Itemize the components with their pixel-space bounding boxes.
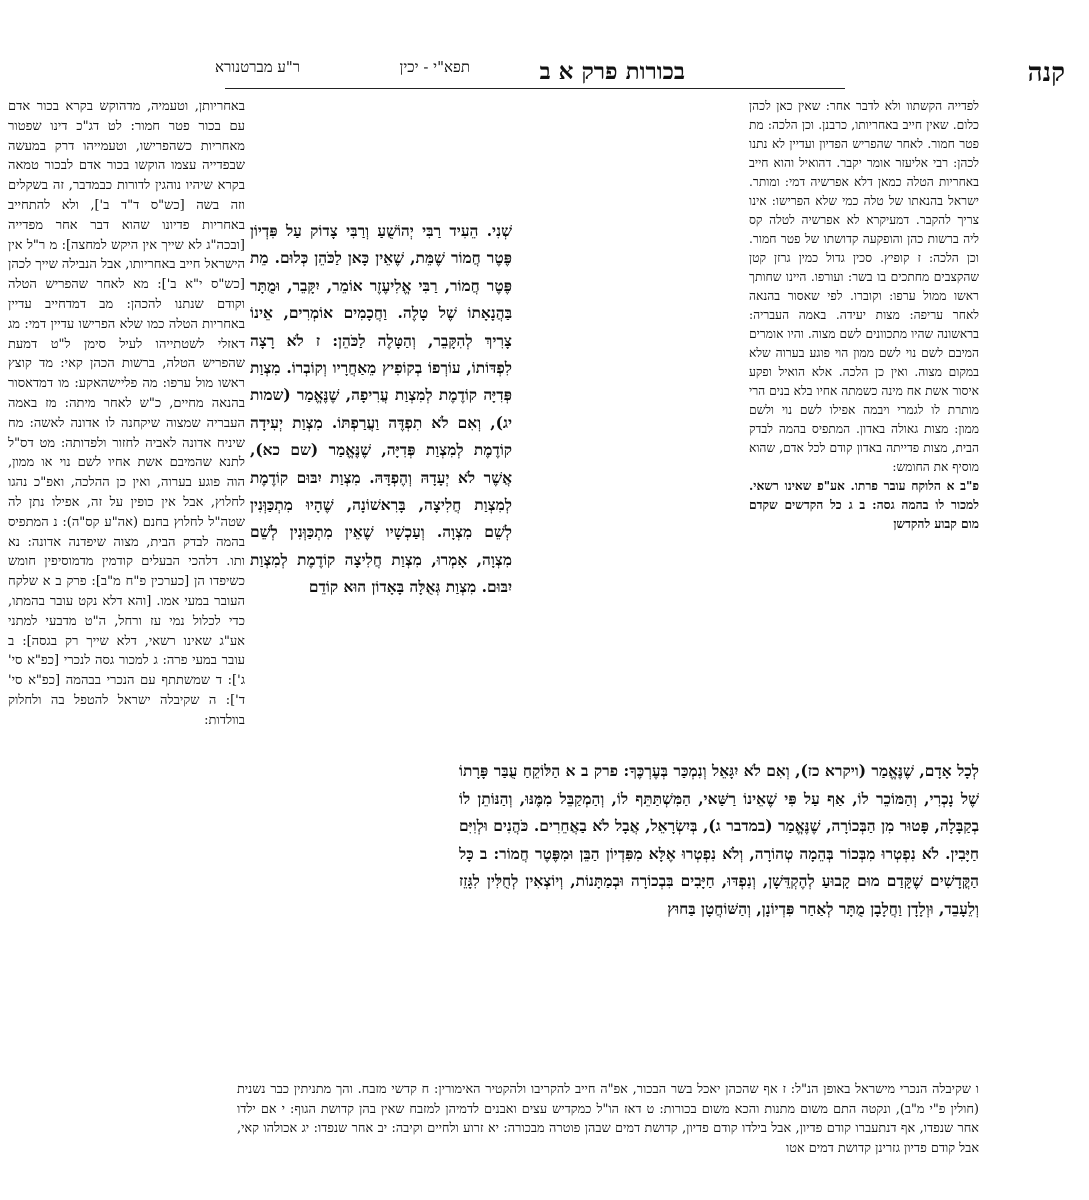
mishnah-main-text-column	[250, 218, 512, 748]
bartenura-header-label: ר"ע מברטנורא	[215, 58, 301, 76]
footnotes-text: ו שקיבלה הנכרי מישראל באופן הנ"ל: ז אף שהכהן יאכל בשר הבכור, אפ"ה חייב להקריבו ולהקטיר האימורין: ח קדשי מזבח. והך מתניתין כבר נשנית (חולין פ"י מ"ב), ונקטה התם משום מתנות והכא משום בכורות: ט דאז הו"ל כמקדיש עצים ואבנים לדמיהן למזבח שאין בהן קדושת הגוף: י אם ילדו אחר שנפדו, אף דנתעברו קודם פדיון, אבל בילדו קודם פדיון, קדושת דמים שבהן פוטרה מבכורה: יא זרוע ולחיים וקיבה: יב אחר שנפדו: יג אכולהו קאי, אבל קודם פדיון גזרינן קדושת דמים אטו	[237, 1082, 979, 1156]
bartenura-chapter-two-text: פ"ב א הלוקח עובר פרתו. אע"פ שאינו רשאי. למכור לו בהמה גסה: ב ג כל הקדשים שקדם מום קבוע להקדשן	[749, 479, 979, 531]
tiferet-commentary-text: באחריותן, וטעמיה, מדהוקש בקרא בכור אדם עם בכור פטר חמור: לט דג"כ דינו שפטור מאחריות כשהפרישו, וטעמייהו דרק במעשה שבפדייה עצמו הוקשו בכור אדם לבכור טמאה בקרא שיהיו נוהגין לדורות כבמדבר, זה בשקלים וזה בשה [כש"ס ד"ד ב'], ולא להתחייב באחריות פדיונו שהוא דבר אחר מפדייה [ובכה"ג לא שייך אין היקש למחצה]: מ ר"ל אין הישראל חייב באחריותו, אבל הנבילה שייך לכהן [כש"ס י"א ב']: מא לאחר שהפריש הטלה וקודם שנתנו להכהן: מב דמדחייב עדיין באחריות הטלה כמו שלא הפרישו עדיין דמי: מג דאזלי לשטתייהו לעיל סימן ל"ט דמעת שהפריש הטלה, ברשות הכהן קאי: מד קוצץ ראשו מול ערפו: מה פליישהאקע: מו דמדאסור בהנאה מחיים, כ"ש לאחר מיתה: מז באמה העבריה שמצוה שיקחנה לו אדונה לאשה: מח שיניח אדונה לאביה לחזור ולפדותה: מט דס"ל לתנא שהמיבם אשת אחיו לשם נוי או ממון, הוה פוגע בערוה, ואין כן ההלכה, ואפ"כ נהגו לחלוץ, אבל אין כופין על זה, אפילו נתן לה שטה"ל לחלוץ בחנם (אה"ע קס"ה): נ המתפיס בהמה לבדק הבית, מצוה שיפדנה אדונה: נא ותו. דלהכי הבעלים קודמין מדמוסיפין חומש כשיפדו הן [כערכין פ"ח מ"ב]: פרק ב א שלקח העובר במעי אמו. [והא דלא נקט עובר בהמתו, כדי לכלול נמי עז ורחל, ה"ט מדבעי למתני אע"ג שאינו רשאי, דלא שייך רק בגסה]: ב עובר במעי פרה: ג למכור גסה לנכרי [כפ"א סי' ג']: ד שמשתתף עם הנכרי בבהמה [כפ"א סי' ד']: ה שקיבלה ישראל להטפל בה ולחלוק בוולדות:	[8, 99, 245, 728]
mishnah-upper-text: שְׁנִי. הֵעִיד רַבִּי יְהוֹשֻׁעַ וְרַבִּי צָדוֹק עַל פִּדְיוֹן פֶּטֶר חֲמוֹר שֶׁמֵּת, שֶׁאֵין כָּאן לַכֹּהֵן כְּלוּם. מֵת פֶּטֶר חֲמוֹר, רַבִּי אֱלִיעֶזֶר אוֹמֵר, יִקָּבֵר, וּמֻתָּר בַּהֲנָאָתוֹ שֶׁל טָלֶה. וַחֲכָמִים אוֹמְרִים, אֵינוֹ צָרִיךְ לְהִקָּבֵר, וְהַטָּלֶה לַכֹּהֵן: ז לֹא רָצָה לִפְדּוֹתוֹ, עוֹרְפוֹ בְקוֹפִיץ מֵאַחֲרָיו וְקוֹבְרוֹ. מִצְוַת פְּדִיָּה קוֹדֶמֶת לְמִצְוַת עֲרִיפָה, שֶׁנֶּאֱמַר (שמות יג), וְאִם לֹא תִפְדֶּה וַעֲרַפְתּוֹ. מִצְוַת יְעִידָה קוֹדֶמֶת לְמִצְוַת פְּדִיָּה, שֶׁנֶּאֱמַר (שם כא), אֲשֶׁר לֹא יְעָדָהּ וְהֶפְדָּהּ. מִצְוַת יִבּוּם קוֹדֶמֶת לְמִצְוַת חֲלִיצָה, בָּרִאשׁוֹנָה, שֶׁהָיוּ מִתְכַּוְּנִין לְשֵׁם מִצְוָה. וְעַכְשָׁיו שֶׁאֵין מִתְכַּוְּנִין לְשֵׁם מִצְוָה, אָמְרוּ, מִצְוַת חֲלִיצָה קוֹדֶמֶת לְמִצְוַת יִבּוּם. מִצְוַת גְּאֻלָּה בָּאָדוֹן הוּא קוֹדֵם	[250, 222, 512, 597]
tiferet-header-label: תפא"י - יכין	[399, 58, 470, 76]
tiferet-commentary-column	[0, 97, 245, 1077]
tractate-title: בכורות פרק א ב	[539, 58, 685, 85]
footnotes-block	[237, 1080, 979, 1180]
page-header	[215, 52, 1065, 89]
bartenura-commentary-column	[749, 97, 979, 757]
page-number: קנה	[1027, 58, 1065, 88]
bartenura-commentary-text: לפדייה הקשתוו ולא לדבר אחר: שאין כאן לכהן כלום. שאין חייב באחריותו, כרבנן. וכן הלכה: מת פטר חמור. לאחר שהפריש הפדיון ועדיין לא נתנו לכהן: רבי אליעזר אומר יקבר. דהואיל והוא חייב באחריות הטלה כמאן דלא אפרשיה דמי: ומותר. ישראל בהנאתו של טלה כמי שלא הפרישו: אינו צריך להקבר. דמעיקרא לא אפרשיה לטלה קס ליה ברשות כהן והופקעה קדושתו של פטר חמור. וכן הלכה: ז קופיץ. סכין גדול כמין גרזן קטן שהקצבים מחתכים בו בשר: ועורפו. היינו שחותך ראשו ממול ערפו: וקוברו. לפי שאסור בהנאה לאחר עריפה: מצות יעידה. באמה העבריה: בראשונה שהיו מתכוונים לשם מצוה. והיו אומרים המיבם לשם נוי לשם ממון הוי פוגע בערוה שלא במקום מצוה. ואין כן הלכה. אלא הואיל ופקע איסור אשת אח מינה כשמתה אחיו בלא בנים הרי מותרת לו לגמרי ויבמה אפילו לשם נוי ולשם ממון: מצות גאולה באדון. המתפיס בהמה לבדק הבית, מצות פדייתה באדון קודם לכל אדם, שהוא מוסיף את החומש:	[749, 99, 979, 474]
mishnah-lower-text: לְכָל אָדָם, שֶׁנֶּאֱמַר (ויקרא כז), וְאִם לֹא יִגָּאֵל וְנִמְכַּר בְּעֶרְכֶּךָ: פרק ב א הַלּוֹקֵחַ עֻבַּר פָּרָתוֹ שֶׁל נָכְרִי, וְהַמּוֹכֵר לוֹ, אַף עַל פִּי שֶׁאֵינוֹ רַשַּׁאי, הַמִּשְׁתַּתֵּף לוֹ, וְהַמְקַבֵּל מִמֶּנּוּ, וְהַנּוֹתֵן לוֹ בְקַבָּלָה, פָּטוּר מִן הַבְּכוֹרָה, שֶׁנֶּאֱמַר (במדבר ג), בְּיִשְׂרָאֵל, אֲבָל לֹא בַאֲחֵרִים. כֹּהֲנִים וּלְוִיִּם חַיָּבִין. לֹא נִפְטְרוּ מִבְּכוֹר בְּהֵמָה טְהוֹרָה, וְלֹא נִפְטְרוּ אֶלָּא מִפִּדְיוֹן הַבֵּן וּמִפֶּטֶר חֲמוֹר: ב כָּל הַקֳּדָשִׁים שֶׁקָּדַם מוּם קָבוּעַ לְהֶקְדֵּשָׁן, וְנִפְדּוּ, חַיָּבִים בִּבְכוֹרָה וּבְמַתָּנוֹת, וְיוֹצְאִין לְחֻלִּין לִגָּזֵז וְלֵעָבֵד, וּוְלָדָן וַחֲלָבָן מֻתָּר לְאַחַר פִּדְיוֹנָן, וְהַשּׁוֹחֲטָן בַּחוּץ	[459, 762, 979, 918]
mishnah-lower-text-block	[459, 758, 979, 1070]
